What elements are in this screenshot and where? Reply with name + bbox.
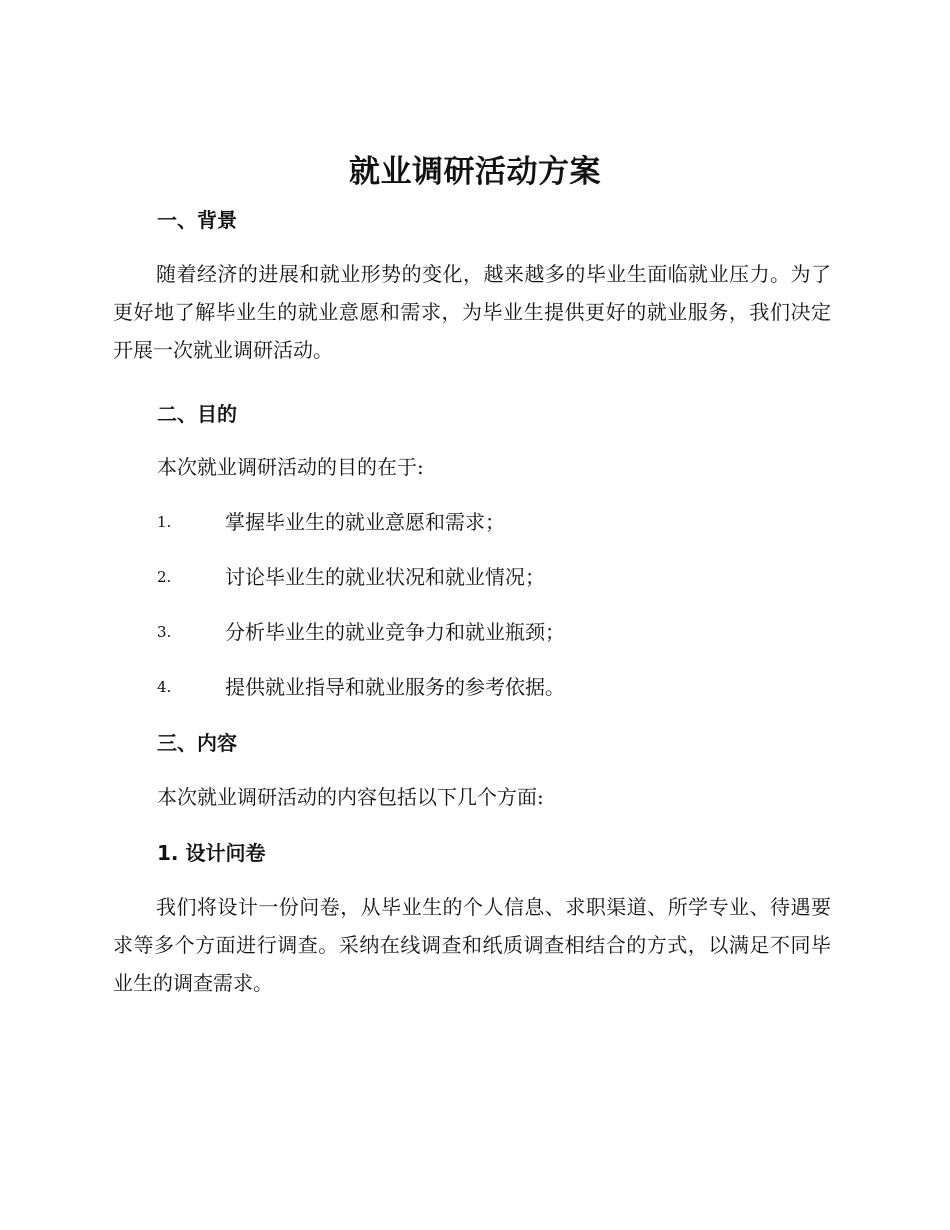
- list-item-number: 2.: [157, 568, 172, 586]
- list-item: [157, 672, 857, 702]
- list-item: [157, 507, 857, 537]
- subsection-heading-questionnaire: 1. 设计问卷: [157, 841, 266, 865]
- section-heading-content: 三、内容: [157, 731, 237, 755]
- section-heading-background: 一、背景: [157, 208, 237, 232]
- list-item-text: 掌握毕业生的就业意愿和需求；: [225, 510, 505, 534]
- list-item: [157, 617, 857, 647]
- purpose-intro: 本次就业调研活动的目的在于:: [157, 455, 424, 479]
- list-item-number: 1.: [157, 513, 172, 531]
- list-item-number: 3.: [157, 623, 172, 641]
- list-item-number: 4.: [157, 678, 172, 696]
- list-item: [157, 562, 857, 592]
- list-item-text: 分析毕业生的就业竞争力和就业瓶颈；: [225, 620, 565, 644]
- section-heading-purpose: 二、目的: [157, 402, 237, 426]
- document-title: 就业调研活动方案: [349, 154, 601, 190]
- content-intro: 本次就业调研活动的内容包括以下几个方面:: [157, 785, 544, 809]
- list-item-text: 提供就业指导和就业服务的参考依据。: [225, 675, 565, 699]
- list-item-text: 讨论毕业生的就业状况和就业情况；: [225, 565, 545, 589]
- questionnaire-paragraph: 我们将设计一份问卷，从毕业生的个人信息、求职渠道、所学专业、待遇要求等多个方面进行调查。采纳在线调查和纸质调查相结合的方式，以满足不同毕业生的调查需求。: [113, 895, 831, 995]
- background-paragraph: 随着经济的进展和就业形势的变化，越来越多的毕业生面临就业压力。为了更好地了解毕业生的就业意愿和需求，为毕业生提供更好的就业服务，我们决定开展一次就业调研活动。: [113, 262, 831, 362]
